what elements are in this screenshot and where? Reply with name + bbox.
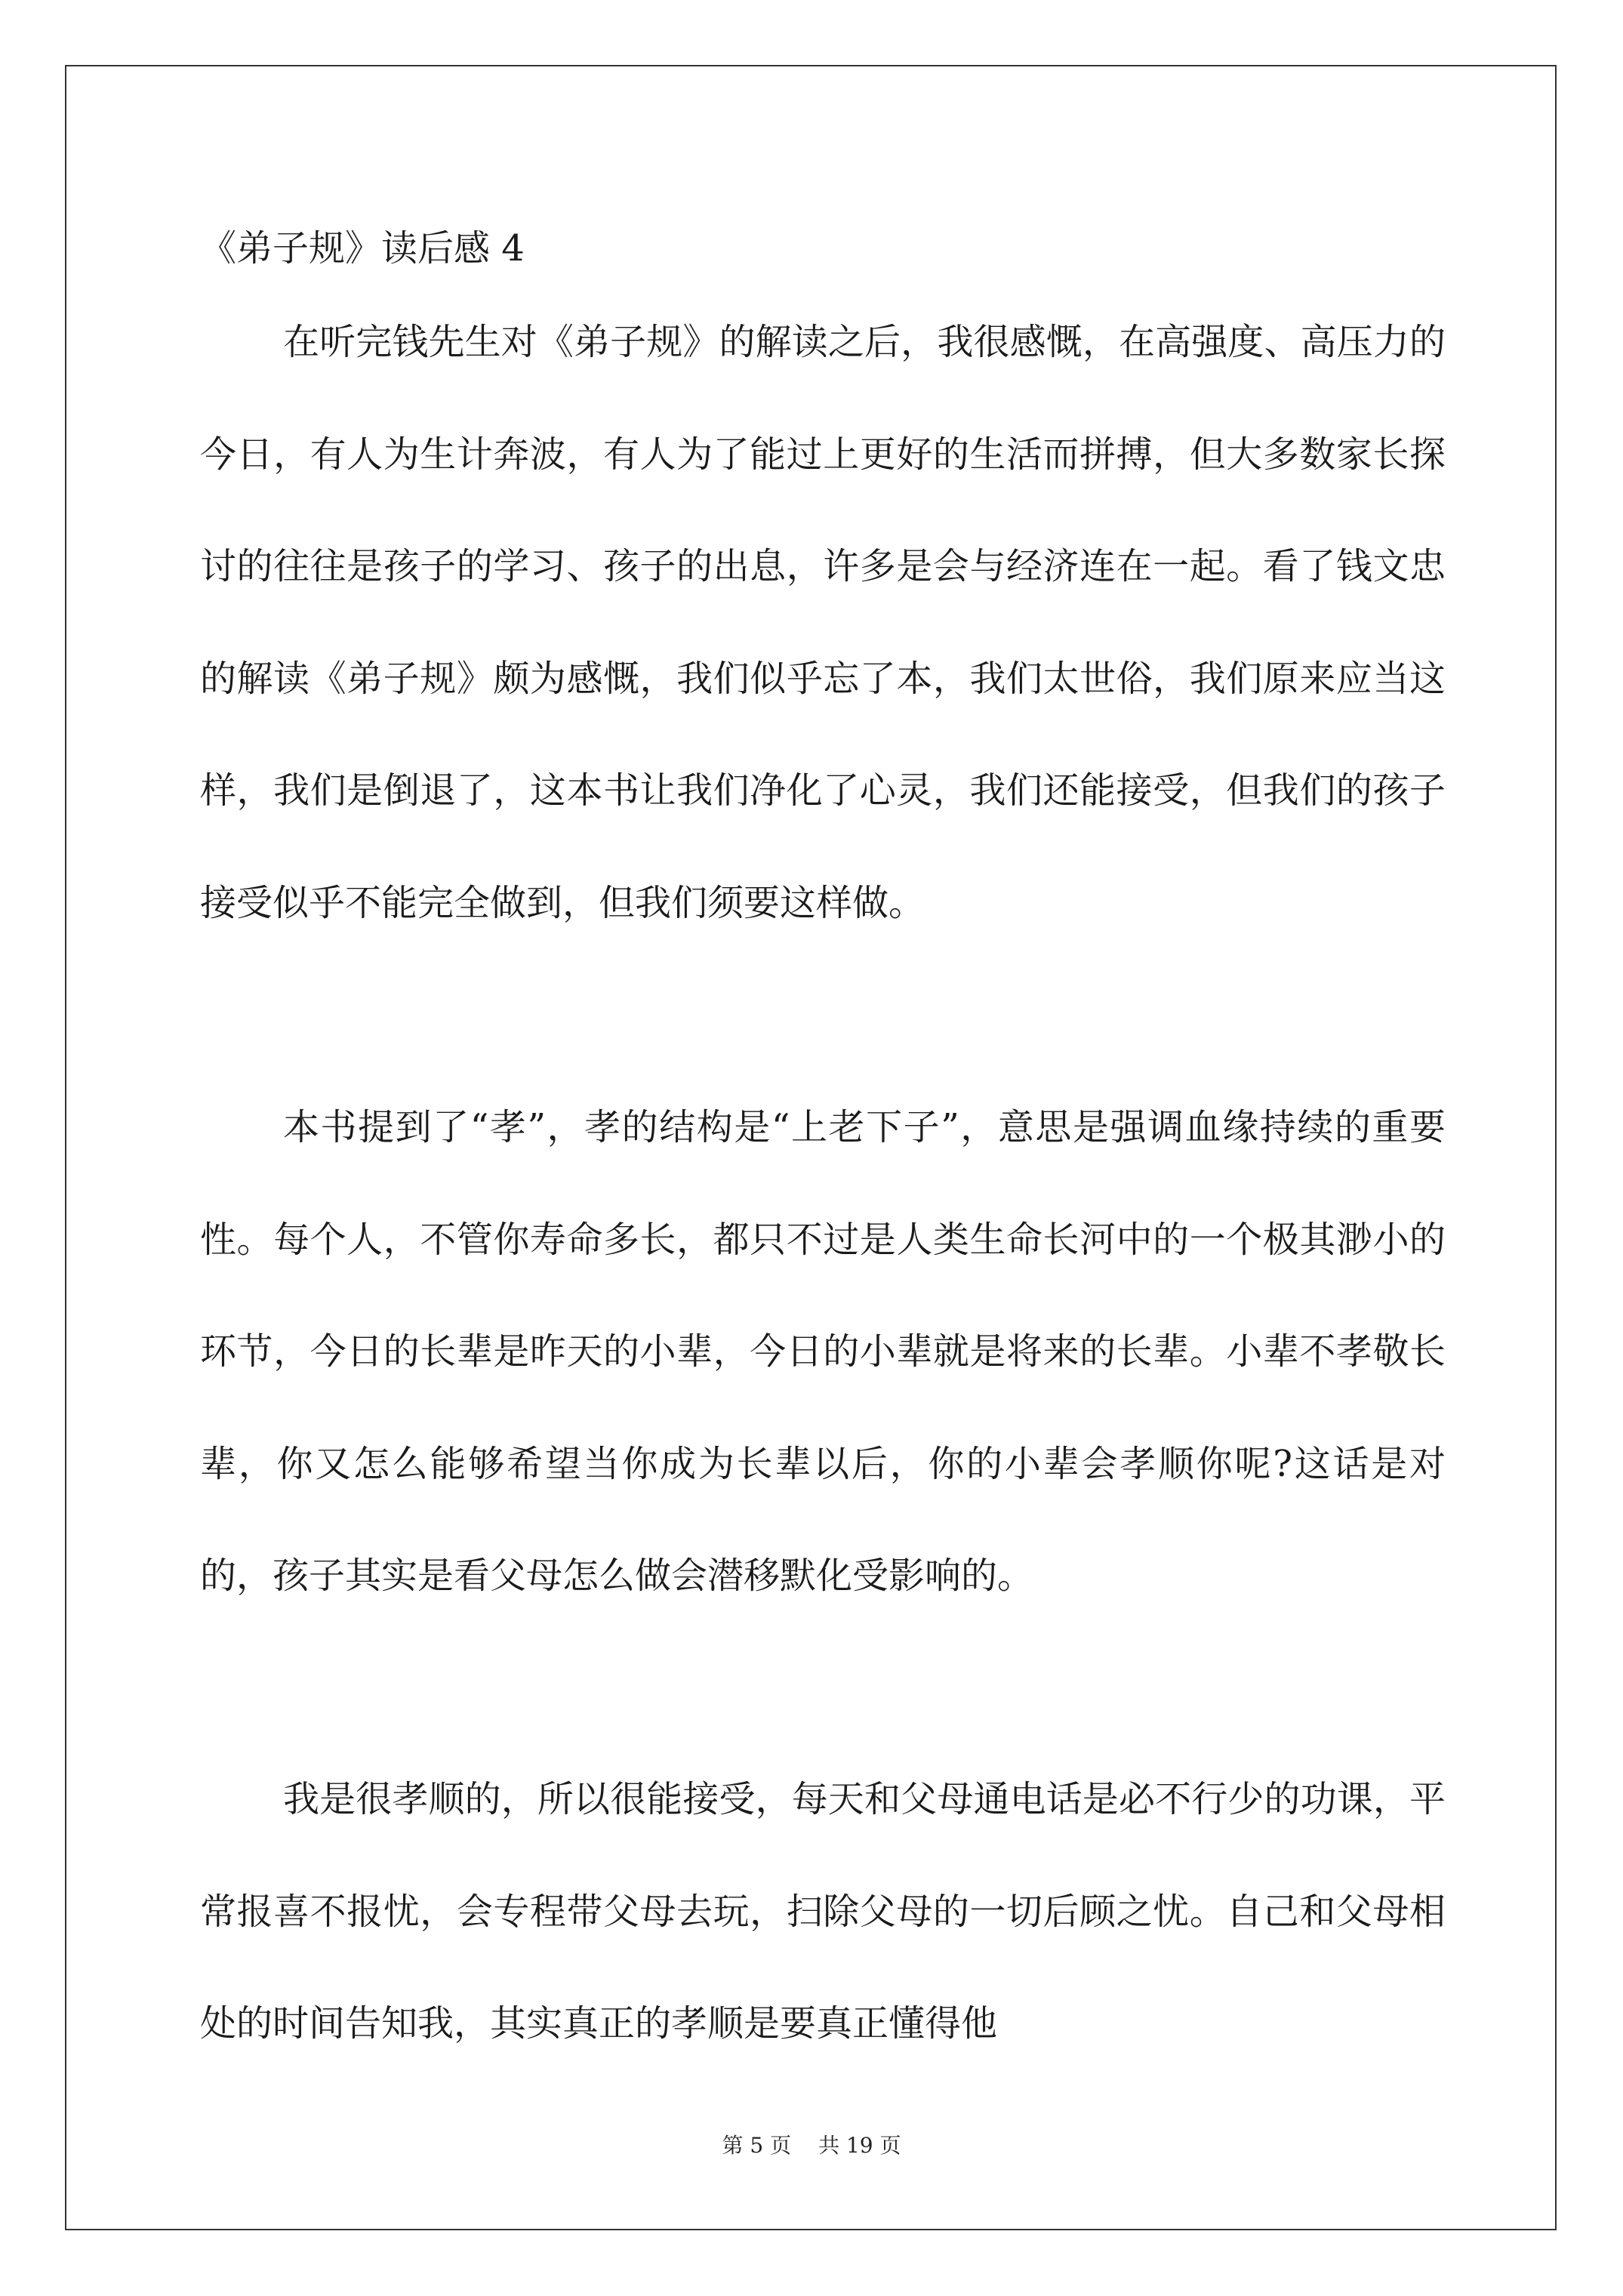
document-title: 《弟子规》读后感 4 [200,227,525,270]
paragraph-3: 我是很孝顺的，所以很能接受，每天和父母通电话是必不行少的功课，平常报喜不报忧，会专程带父母去玩，扫除父母的一切后顾之忧。自己和父母相处的时间告知我，其实真正的孝顺是要真正懂得他 [200,1778,1446,2045]
paragraph-1: 在听完钱先生对《弟子规》的解读之后，我很感慨，在高强度、高压力的今日，有人为生计奔波，有人为了能过上更好的生活而拼搏，但大多数家长探讨的往往是孩子的学习、孩子的出息，许多是会与经济连在一起。看了钱文忠的解读《弟子规》颇为感慨，我们似乎忘了本，我们太世俗，我们原来应当这样，我们是倒退了，这本书让我们净化了心灵，我们还能接受，但我们的孩子接受似乎不能完全做到，但我们须要这样做。 [200,321,1446,924]
page-total: 共 19 页 [818,2133,901,2158]
paragraph-2: 本书提到了“孝”，孝的结构是“上老下子”，意思是强调血缘持续的重要性。每个人，不管你寿命多长，都只不过是人类生命长河中的一个极其渺小的环节，今日的长辈是昨天的小辈，今日的小辈就是将来的长辈。小辈不孝敬长辈，你又怎么能够希望当你成为长辈以后，你的小辈会孝顺你呢?这话是对的，孩子其实是看父母怎么做会潜移默化受影响的。 [200,1106,1446,1597]
page-footer [0,2131,1623,2161]
page-number: 第 5 页 [722,2133,792,2158]
